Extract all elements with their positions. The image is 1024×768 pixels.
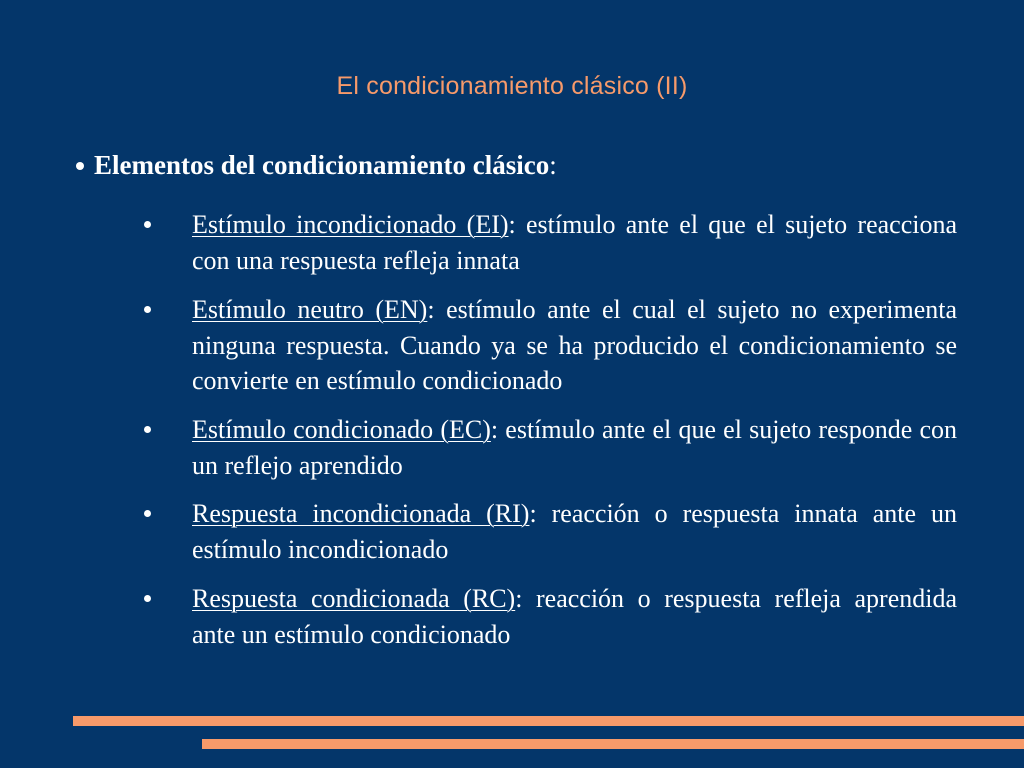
list-item bbox=[192, 581, 957, 652]
bullet-dot-icon bbox=[144, 595, 151, 602]
bullet-dot-icon bbox=[144, 221, 151, 228]
item-term: Estímulo incondicionado (EI) bbox=[192, 210, 509, 239]
bullet-dot-icon bbox=[76, 162, 84, 170]
item-term: Respuesta incondicionada (RI) bbox=[192, 499, 530, 528]
item-definition: : estímulo ante el cual el sujeto no experimenta ninguna respuesta. Cuando ya se ha producido el condicionamiento se convierte en estímulo condicionado bbox=[192, 295, 957, 395]
item-term: Estímulo neutro (EN) bbox=[192, 295, 428, 324]
bullet-dot-icon bbox=[144, 306, 151, 313]
slide-title: El condicionamiento clásico (II) bbox=[336, 72, 688, 100]
item-definition: : estímulo ante el que el sujeto responde con un reflejo aprendido bbox=[192, 415, 957, 480]
bullet-dot-icon bbox=[144, 510, 151, 517]
list-item bbox=[192, 496, 957, 567]
list-item bbox=[192, 207, 957, 278]
main-bullet-suffix: : bbox=[549, 150, 557, 180]
item-definition: : reacción o respuesta innata ante un estímulo incondicionado bbox=[192, 499, 957, 564]
list-item bbox=[192, 412, 957, 483]
item-definition: : estímulo ante el que el sujeto reacciona con una respuesta refleja innata bbox=[192, 210, 957, 275]
main-bullet-label: Elementos del condicionamiento clásico bbox=[94, 150, 550, 180]
item-definition: : reacción o respuesta refleja aprendida ante un estímulo condicionado bbox=[192, 584, 958, 649]
main-bullet bbox=[76, 150, 557, 181]
item-term: Respuesta condicionada (RC) bbox=[192, 584, 516, 613]
bullet-dot-icon bbox=[144, 426, 151, 433]
decorative-bar-bottom bbox=[202, 739, 1024, 749]
list-item bbox=[192, 292, 957, 399]
item-term: Estímulo condicionado (EC) bbox=[192, 415, 491, 444]
decorative-bar-top bbox=[73, 716, 1024, 726]
